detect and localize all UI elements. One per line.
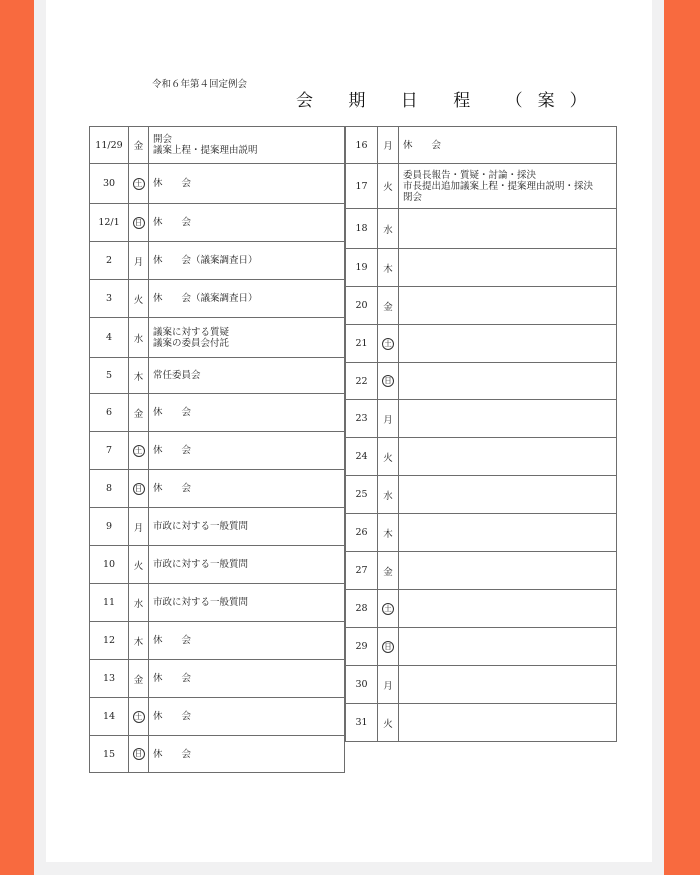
schedule-row — [346, 363, 617, 400]
event-cell — [399, 666, 617, 704]
weekday-cell — [378, 325, 399, 363]
weekday-cell: 金 — [129, 394, 149, 432]
weekday-cell: 火 — [378, 164, 399, 209]
schedule-row — [90, 470, 345, 508]
weekday-cell: 月 — [129, 242, 149, 280]
schedule-row — [346, 666, 617, 704]
date-cell: 31 — [346, 704, 378, 742]
schedule-row — [346, 249, 617, 287]
event-line: 休 会 — [153, 748, 192, 760]
schedule-row — [346, 438, 617, 476]
schedule-row — [346, 476, 617, 514]
page-title: 会 期 日 程 （案） — [296, 91, 602, 111]
event-cell — [399, 164, 617, 209]
weekday-cell — [129, 432, 149, 470]
date-cell: 19 — [346, 249, 378, 287]
schedule-row — [90, 546, 345, 584]
schedule-row — [346, 590, 617, 628]
event-line: 休 会 — [153, 635, 192, 646]
event-line: 市政に対する一般質問 — [153, 559, 249, 570]
event-cell — [399, 590, 617, 628]
event-line: 休 会 — [153, 445, 192, 456]
event-line: 議案の委員会付託 — [153, 337, 230, 349]
date-cell: 26 — [346, 514, 378, 552]
date-cell: 16 — [346, 127, 378, 164]
event-line: 開会 — [153, 134, 173, 145]
schedule-row — [90, 318, 345, 358]
event-cell — [399, 363, 617, 400]
event-line: 市政に対する一般質問 — [153, 597, 249, 608]
date-cell: 12/1 — [90, 204, 129, 242]
event-line: 議案に対する質疑 — [153, 326, 230, 338]
weekday-cell: 木 — [378, 514, 399, 552]
weekend-circled-weekday: 日 — [133, 748, 145, 760]
event-cell — [149, 164, 345, 204]
event-line: 閉会 — [403, 191, 423, 203]
event-cell — [149, 127, 345, 164]
date-cell: 5 — [90, 358, 129, 394]
event-line: 休 会 — [153, 483, 192, 494]
schedule-row — [90, 127, 345, 164]
schedule-row — [90, 204, 345, 242]
date-cell: 29 — [346, 628, 378, 666]
date-cell: 3 — [90, 280, 129, 318]
event-line: 休 会 — [153, 178, 192, 189]
weekday-cell: 月 — [378, 400, 399, 438]
weekend-circled-weekday: 日 — [382, 641, 394, 653]
weekday-cell: 木 — [129, 358, 149, 394]
date-cell: 28 — [346, 590, 378, 628]
date-cell: 9 — [90, 508, 129, 546]
event-line: 市長提出追加議案上程・提案理由説明・採決 — [403, 180, 594, 192]
schedule-row — [90, 622, 345, 660]
weekday-cell: 金 — [129, 127, 149, 164]
event-line: 休 会 — [153, 673, 192, 684]
schedule-row — [346, 287, 617, 325]
event-cell — [399, 400, 617, 438]
schedule-row — [346, 400, 617, 438]
event-cell — [149, 242, 345, 280]
weekday-cell — [378, 363, 399, 400]
weekday-cell: 水 — [378, 209, 399, 249]
schedule-row — [90, 584, 345, 622]
weekday-cell: 水 — [378, 476, 399, 514]
schedule-row — [346, 325, 617, 363]
date-cell: 2 — [90, 242, 129, 280]
weekday-cell: 月 — [129, 508, 149, 546]
event-cell — [399, 628, 617, 666]
schedule-row — [90, 698, 345, 736]
date-cell: 25 — [346, 476, 378, 514]
weekend-circled-weekday: 日 — [133, 483, 145, 495]
event-cell — [149, 318, 345, 358]
weekday-cell: 金 — [378, 287, 399, 325]
event-cell — [149, 546, 345, 584]
schedule-table-right — [345, 126, 617, 742]
date-cell: 8 — [90, 470, 129, 508]
date-cell: 17 — [346, 164, 378, 209]
session-label: 令和６年第４回定例会 — [152, 79, 248, 90]
date-cell: 10 — [90, 546, 129, 584]
weekend-circled-weekday: 日 — [382, 375, 394, 387]
event-cell — [149, 622, 345, 660]
weekday-cell — [129, 736, 149, 773]
event-cell — [399, 552, 617, 590]
event-cell — [399, 476, 617, 514]
weekday-cell: 木 — [378, 249, 399, 287]
schedule-row — [90, 164, 345, 204]
event-cell — [399, 249, 617, 287]
date-cell: 27 — [346, 552, 378, 590]
weekday-cell — [129, 204, 149, 242]
date-cell: 4 — [90, 318, 129, 358]
schedule-row — [346, 127, 617, 164]
weekday-cell: 月 — [378, 666, 399, 704]
weekday-cell: 月 — [378, 127, 399, 164]
weekday-cell: 水 — [129, 584, 149, 622]
date-cell: 6 — [90, 394, 129, 432]
event-cell — [149, 660, 345, 698]
event-line: 休 会 — [153, 711, 192, 722]
date-cell: 13 — [90, 660, 129, 698]
weekend-circled-weekday: 土 — [133, 711, 145, 723]
date-cell: 12 — [90, 622, 129, 660]
date-cell: 11 — [90, 584, 129, 622]
schedule-row — [90, 432, 345, 470]
weekend-circled-weekday: 日 — [133, 217, 145, 229]
schedule-row — [90, 394, 345, 432]
schedule-row — [346, 628, 617, 666]
date-cell: 22 — [346, 363, 378, 400]
weekday-cell — [129, 698, 149, 736]
date-cell: 20 — [346, 287, 378, 325]
schedule-row — [90, 280, 345, 318]
event-cell — [399, 287, 617, 325]
event-cell — [399, 438, 617, 476]
event-cell — [149, 584, 345, 622]
event-line: 休 会（議案調査日） — [153, 293, 258, 304]
schedule-row — [90, 358, 345, 394]
weekday-cell: 火 — [129, 546, 149, 584]
event-line: 休 会（議案調査日） — [153, 255, 258, 266]
date-cell: 21 — [346, 325, 378, 363]
weekday-cell — [378, 590, 399, 628]
event-cell — [399, 704, 617, 742]
date-cell: 18 — [346, 209, 378, 249]
event-line: 議案上程・提案理由説明 — [153, 145, 258, 156]
event-line: 休 会 — [153, 407, 192, 418]
schedule-table-left — [89, 126, 345, 773]
event-cell — [149, 470, 345, 508]
schedule-row — [346, 209, 617, 249]
weekend-circled-weekday: 土 — [133, 178, 145, 190]
date-cell: 24 — [346, 438, 378, 476]
weekend-circled-weekday: 土 — [382, 603, 394, 615]
date-cell: 30 — [346, 666, 378, 704]
date-cell: 15 — [90, 736, 129, 773]
event-cell — [399, 209, 617, 249]
event-cell — [149, 736, 345, 773]
date-cell: 11/29 — [90, 127, 129, 164]
event-cell — [399, 127, 617, 164]
event-cell — [399, 514, 617, 552]
schedule-row — [90, 736, 345, 773]
weekday-cell — [378, 628, 399, 666]
event-cell — [149, 280, 345, 318]
weekday-cell: 火 — [129, 280, 149, 318]
date-cell: 14 — [90, 698, 129, 736]
weekend-circled-weekday: 土 — [133, 445, 145, 457]
schedule-row — [346, 514, 617, 552]
event-cell — [149, 358, 345, 394]
event-cell — [149, 394, 345, 432]
weekday-cell: 金 — [378, 552, 399, 590]
event-cell — [399, 325, 617, 363]
schedule-row — [90, 242, 345, 280]
schedule-row — [346, 552, 617, 590]
date-cell: 7 — [90, 432, 129, 470]
weekday-cell: 水 — [129, 318, 149, 358]
event-cell — [149, 432, 345, 470]
weekday-cell: 金 — [129, 660, 149, 698]
event-line: 委員長報告・質疑・討論・採決 — [403, 169, 537, 181]
event-line: 常任委員会 — [153, 370, 201, 381]
event-cell — [149, 698, 345, 736]
schedule-row — [346, 164, 617, 209]
schedule-row — [90, 660, 345, 698]
schedule-row — [90, 508, 345, 546]
event-line: 休 会 — [403, 139, 442, 151]
date-cell: 23 — [346, 400, 378, 438]
weekday-cell: 火 — [378, 438, 399, 476]
event-line: 市政に対する一般質問 — [153, 521, 249, 532]
weekday-cell — [129, 470, 149, 508]
event-cell — [149, 204, 345, 242]
weekday-cell — [129, 164, 149, 204]
event-line: 休 会 — [153, 217, 192, 228]
date-cell: 30 — [90, 164, 129, 204]
weekday-cell: 火 — [378, 704, 399, 742]
schedule-row — [346, 704, 617, 742]
event-cell — [149, 508, 345, 546]
weekday-cell: 木 — [129, 622, 149, 660]
weekend-circled-weekday: 土 — [382, 338, 394, 350]
